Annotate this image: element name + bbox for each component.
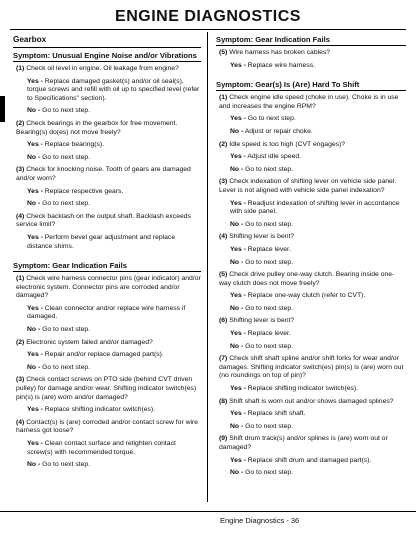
step-number: (2) [16, 119, 25, 127]
step-number: (3) [219, 178, 228, 186]
diagnostic-answer [216, 292, 406, 301]
step-number: (1) [219, 94, 228, 102]
diagnostic-answer [13, 305, 201, 322]
step-text: Replace shifting indicator switch(es). [42, 406, 156, 414]
step-text: Go to next step. [40, 363, 91, 371]
diagnostic-answer [216, 259, 406, 268]
right-symptom-blocks [216, 35, 406, 478]
step-text: Go to next step. [40, 153, 91, 161]
step-number: (4) [16, 212, 25, 220]
step-text: Shifting lever is bent? [227, 317, 295, 325]
step-text: Clean contact surface and retighten contact screw(s) with recommended torque. [27, 440, 176, 456]
answer-key: No - [27, 200, 41, 208]
step-text: Wire harness has broken cables? [227, 49, 331, 56]
diagnostic-answer [216, 246, 406, 255]
diagnostic-answer [216, 385, 406, 394]
diagnostic-step [216, 233, 406, 242]
step-text: Replace bearing(s). [42, 141, 105, 149]
step-number: (4) [16, 418, 25, 426]
diagnostic-step [216, 178, 406, 195]
step-text: Go to next step. [40, 326, 91, 334]
step-number: (5) [219, 271, 228, 279]
step-text: Replace damaged gasket(s) and/or oil seal(s), torque screws and refill with oil up to specified level (refer to Specifications" section). [27, 77, 200, 102]
step-number: (2) [16, 338, 25, 346]
diagnostic-answer [216, 128, 406, 137]
step-text: Adjust idle speed. [245, 153, 302, 161]
step-text: Idle speed is too high (CVT engages)? [227, 140, 346, 148]
step-text: Go to next step. [243, 422, 294, 430]
step-text: Replace lever. [245, 330, 291, 338]
column-divider [207, 32, 208, 502]
step-number: (1) [16, 65, 25, 72]
step-text: Shift drum track(s) and/or splines is (are) worn out or damaged? [219, 435, 388, 451]
step-text: Go to next step. [243, 469, 294, 477]
diagnostic-answer [13, 154, 201, 163]
answer-key: No - [27, 153, 41, 161]
step-text: Replace one-way clutch (refer to CVT). [245, 292, 366, 300]
step-text: Check contact screws on PTO side (behind CVT driven pulley) for damage and/or wear. Shifting indicator switch(es) pin(s) is (are) worn and/or damaged? [16, 376, 197, 401]
step-text: Readjust indexation of shifting lever in accordance with side panel. [230, 199, 400, 216]
answer-key: Yes - [230, 385, 246, 393]
diagnostic-answer [216, 200, 406, 217]
page-footer: Engine Diagnostics - 36 [220, 516, 300, 525]
step-number: (3) [16, 166, 25, 174]
diagnostic-step [216, 49, 406, 58]
diagnostic-step [13, 419, 201, 436]
title-rule [10, 29, 406, 30]
diagnostic-answer [216, 115, 406, 124]
answer-key: No - [27, 363, 41, 371]
right-column [216, 35, 406, 482]
step-text: Check indexation of shifting lever on vehicle side panel. Lever is not aligned with vehicle side panel indexation? [219, 178, 397, 194]
diagnostic-answer [216, 221, 406, 230]
diagnostic-step [13, 213, 201, 230]
step-text: Go to next step. [243, 258, 294, 266]
answer-key: Yes - [230, 410, 246, 418]
step-text: Check engine idle speed (choke in use). Choke is in use and increases the engine RPM? [219, 94, 399, 110]
answer-key: No - [230, 422, 244, 430]
step-text: Adjust or repair choke. [243, 127, 313, 135]
footer-rule [0, 511, 416, 512]
diagnostic-step [216, 271, 406, 288]
diagnostic-answer [13, 406, 201, 415]
answer-key: Yes - [230, 115, 246, 123]
answer-key: No - [230, 342, 244, 350]
step-text: Replace shifting indicator switch(es). [245, 385, 359, 393]
step-text: Go to next step. [243, 304, 294, 312]
step-text: Go to next step. [40, 461, 91, 469]
diagnostic-answer [216, 330, 406, 339]
answer-key: No - [230, 469, 244, 477]
diagnostic-step [13, 120, 201, 137]
answer-key: No - [230, 258, 244, 266]
step-text: Replace shift drum and damaged part(s). [245, 456, 372, 464]
answer-key: Yes - [230, 330, 246, 338]
diagnostic-answer [216, 166, 406, 175]
answer-key: No - [27, 461, 41, 469]
diagnostic-answer [13, 234, 201, 251]
left-column [13, 35, 201, 474]
answer-key: Yes - [230, 292, 246, 300]
step-text: Replace respective gears. [42, 187, 124, 195]
diagnostic-answer [216, 457, 406, 466]
answer-key: Yes - [27, 141, 43, 149]
page-title: ENGINE DIAGNOSTICS [115, 8, 301, 25]
step-text: Perform bevel gear adjustment and replace distance shims. [27, 233, 176, 250]
answer-key: Yes - [27, 351, 43, 359]
step-text: Go to next step. [245, 115, 296, 123]
step-text: Check drive pulley one-way clutch. Bearing inside one-way clutch does not move freely? [219, 271, 395, 287]
diagnostic-answer [13, 461, 201, 470]
step-number: (1) [16, 275, 25, 283]
symptom-heading: Symptom: Gear Indication Fails [216, 35, 406, 46]
step-number: (2) [219, 140, 228, 148]
diagnostic-answer [216, 423, 406, 432]
diagnostic-answer [216, 410, 406, 419]
answer-key: No - [27, 107, 41, 115]
diagnostic-answer [13, 78, 201, 104]
step-text: Check backlash on the output shaft. Backlash exceeds service limit? [16, 212, 191, 229]
step-text: Electronic system failed and/or damaged? [24, 338, 153, 346]
step-text: Check oil level in engine. Oil leakage from engine? [24, 65, 179, 72]
answer-key: Yes - [230, 199, 246, 207]
diagnostic-answer [216, 62, 406, 71]
diagnostic-answer [13, 326, 201, 335]
answer-key: Yes - [230, 61, 246, 69]
step-text: Check for knocking noise. Tooth of gears are damaged and/or worn? [16, 166, 191, 182]
diagnostic-answer [13, 107, 201, 116]
step-text: Go to next step. [40, 200, 91, 208]
step-number: (8) [219, 397, 228, 405]
diagnostic-answer [216, 343, 406, 352]
diagnostic-answer [216, 305, 406, 314]
step-text: Repair and/or replace damaged part(s). [42, 351, 164, 359]
diagnostic-answer [216, 469, 406, 478]
diagnostic-step [216, 435, 406, 452]
answer-key: Yes - [27, 406, 43, 414]
diagnostic-step [216, 94, 406, 111]
step-text: Go to next step. [243, 220, 294, 228]
diagnostic-step [13, 166, 201, 183]
answer-key: No - [230, 165, 244, 173]
step-text: Replace shift shaft. [245, 410, 306, 418]
diagnostic-answer [216, 153, 406, 162]
answer-key: Yes - [230, 153, 246, 161]
answer-key: Yes - [27, 440, 43, 447]
diagnostic-answer [13, 141, 201, 150]
answer-key: Yes - [27, 187, 43, 195]
step-text: Replace wire harness. [245, 61, 316, 69]
answer-key: No - [230, 127, 244, 135]
symptom-heading: Symptom: Gear Indication Fails [13, 261, 201, 272]
diagnostic-step [216, 317, 406, 326]
left-symptom-blocks [13, 51, 201, 470]
section-tab-marker [0, 96, 5, 122]
answer-key: Yes - [27, 233, 43, 241]
diagnostic-step [216, 141, 406, 150]
step-text: Check bearings in the gearbox for free movement. Bearing(s) do(es) not move freely? [16, 119, 178, 136]
diagnostic-step [13, 339, 201, 348]
answer-key: Yes - [27, 304, 43, 312]
step-number: (9) [219, 435, 228, 443]
diagnostic-step [13, 275, 201, 301]
step-text: Check shift shaft spline and/or shift forks for wear and/or damages. Shifting indicator switch(es) pin(s) is (are) worn out (no roundings on top of pin)? [219, 355, 404, 380]
answer-key: No - [27, 326, 41, 334]
answer-key: No - [230, 304, 244, 312]
step-text: Check wire harness connector pins (gear indicator) and/or electronic system. Connector pins are corroded and/or damaged? [16, 275, 201, 300]
step-number: (7) [219, 355, 228, 363]
step-text: Go to next step. [243, 165, 294, 173]
answer-key: Yes - [230, 456, 246, 464]
step-number: (6) [219, 317, 228, 325]
diagnostic-answer [13, 200, 201, 209]
step-text: Shifting lever is bent? [227, 233, 295, 241]
answer-key: Yes - [230, 245, 246, 253]
step-number: (4) [219, 233, 228, 241]
step-number: (5) [219, 49, 228, 56]
symptom-heading: Symptom: Unusual Engine Noise and/or Vibrations [13, 51, 201, 62]
diagnostic-step [216, 398, 406, 407]
diagnostic-answer [13, 351, 201, 360]
step-text: Contact(s) is (are) corroded and/or contact screw for wire harness got loose? [16, 418, 199, 435]
step-text: Clean connector and/or replace wire harness if damaged. [27, 304, 186, 321]
symptom-heading: Symptom: Gear(s) Is (Are) Hard To Shift [216, 80, 406, 91]
answer-key: Yes - [27, 77, 43, 85]
step-text: Go to next step. [40, 107, 91, 115]
step-text: Replace lever. [245, 245, 291, 253]
section-heading: Gearbox [13, 35, 201, 48]
diagnostic-step [216, 355, 406, 381]
diagnostic-step [13, 376, 201, 402]
step-text: Go to next step. [243, 342, 294, 350]
step-text: Shift shaft is worn out and/or shows damaged splines? [227, 397, 394, 405]
answer-key: No - [230, 220, 244, 228]
step-number: (3) [16, 376, 25, 384]
diagnostic-answer [13, 440, 201, 457]
diagnostic-answer [13, 364, 201, 373]
diagnostic-step [13, 65, 201, 74]
diagnostic-answer [13, 188, 201, 197]
